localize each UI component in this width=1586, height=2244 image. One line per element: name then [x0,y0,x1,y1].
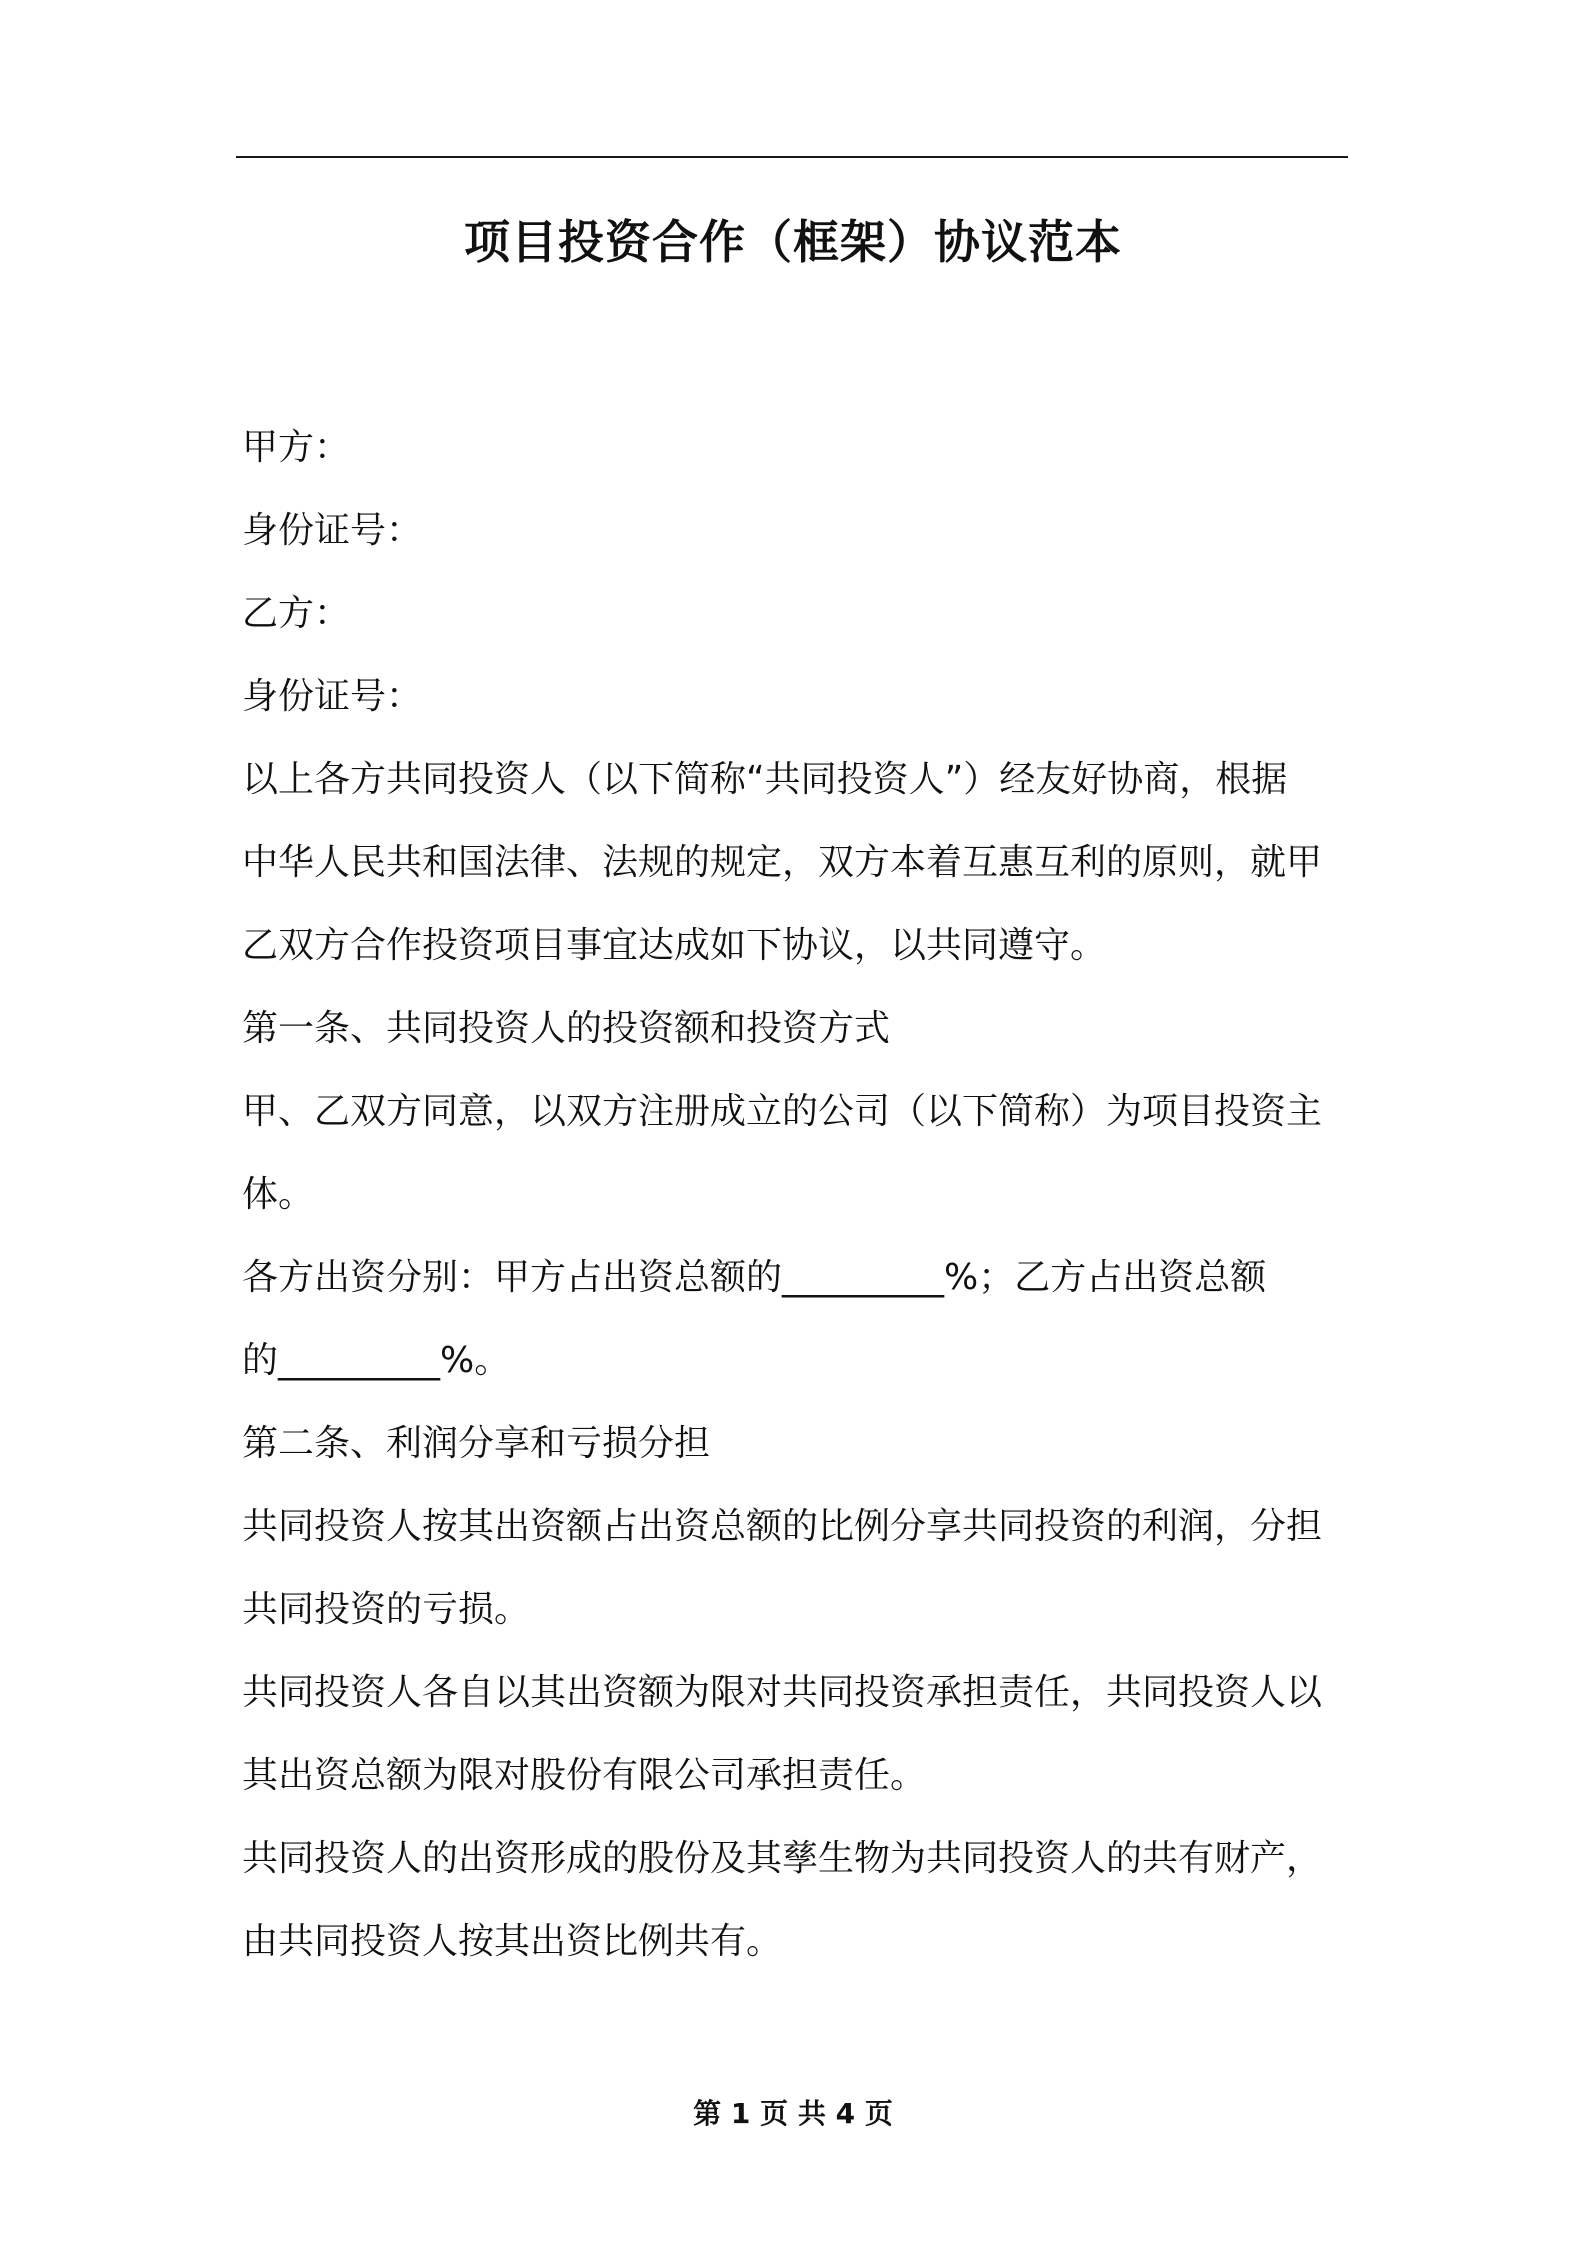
article-2-paragraph-2-line-1: 共同投资人各自以其出资额为限对共同投资承担责任，共同投资人以 [242,1672,1323,1713]
article-1-paragraph-2-line-1: 各方出资分别：甲方占出资总额的_________%；乙方占出资总额 [242,1257,1267,1298]
party-a-label: 甲方： [242,427,351,468]
article-2-paragraph-1-line-1: 共同投资人按其出资额占出资总额的比例分享共同投资的利润，分担 [242,1506,1323,1547]
preamble-line-1: 以上各方共同投资人（以下简称“共同投资人”）经友好协商，根据 [242,759,1288,800]
document-body [242,406,1352,1983]
page-number-footer: 第 1 页 共 4 页 [693,2097,893,2130]
document-title: 项目投资合作（框架）协议范本 [464,215,1122,269]
article-2-paragraph-3-line-2: 由共同投资人按其出资比例共有。 [242,1921,783,1962]
article-1-paragraph-1-line-1: 甲、乙双方同意，以双方注册成立的公司（以下简称）为项目投资主 [242,1091,1323,1132]
article-1-paragraph-2-line-2: 的_________%。 [242,1340,511,1381]
article-2-paragraph-2-line-2: 其出资总额为限对股份有限公司承担责任。 [242,1755,927,1796]
party-b-id-label: 身份证号： [242,676,423,717]
header-rule [236,156,1348,158]
article-1-heading: 第一条、共同投资人的投资额和投资方式 [242,1008,891,1049]
article-2-heading: 第二条、利润分享和亏损分担 [242,1423,711,1464]
article-2-paragraph-3-line-1: 共同投资人的出资形成的股份及其孳生物为共同投资人的共有财产， [242,1838,1323,1879]
party-b-label: 乙方： [242,593,351,634]
preamble-line-2: 中华人民共和国法律、法规的规定，双方本着互惠互利的原则，就甲 [242,842,1323,883]
party-a-id-label: 身份证号： [242,510,423,551]
article-1-paragraph-1-line-2: 体。 [242,1174,315,1215]
article-2-paragraph-1-line-2: 共同投资的亏损。 [242,1589,531,1630]
preamble-line-3: 乙双方合作投资项目事宜达成如下协议，以共同遵守。 [242,925,1107,966]
